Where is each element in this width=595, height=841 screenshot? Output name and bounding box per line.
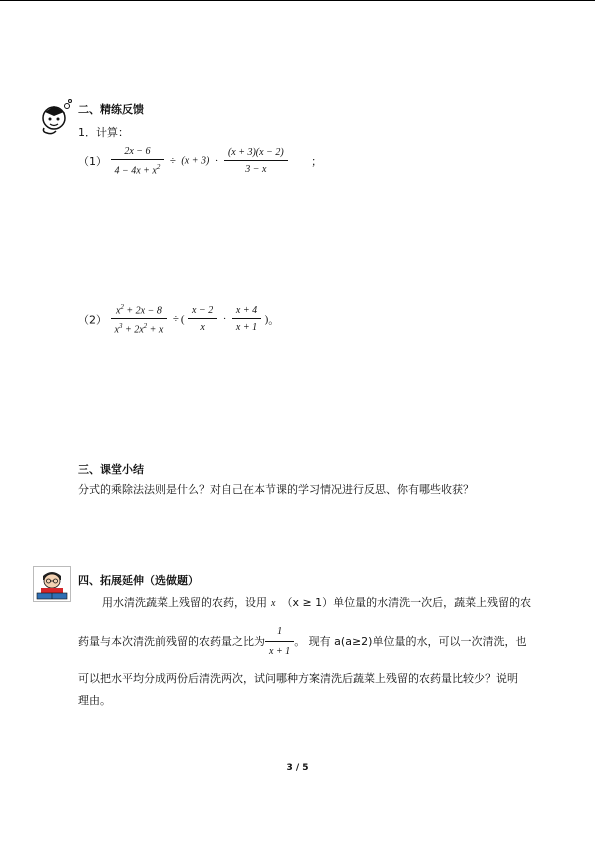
question1-label: 1．计算：	[78, 126, 129, 139]
problem1-fraction1: $\frac{2x - 6}{4 - 4x + x^2}$	[111, 146, 165, 176]
section3-text: 分式的乘除法法则是什么？对自己在本节课的学习情况进行反思、你有哪些收获？	[78, 483, 474, 496]
problem1-fraction2: $\frac{(x + 3)(x - 2)}{3 - x}$	[224, 147, 288, 175]
page-number: 3 / 5	[286, 763, 309, 773]
section4-line1: 用水清洗蔬菜上残留的农药，设用 x （x ≥ 1）单位量的水清洗一次后，蔬菜上残留的农	[102, 596, 532, 609]
problem2-fraction2: $\frac{x - 2}{x}$	[188, 305, 217, 333]
student-reading-icon	[33, 566, 71, 602]
section4-title: 四、拓展延伸（选做题）	[78, 574, 199, 587]
section3-title: 三、课堂小结	[78, 463, 144, 476]
section4-line2: 药量与本次清洗前残留的农药量之比为 $\frac{1}{x + 1}$ 。 现有 a(a≥2)单位量的水，可以一次清洗，也	[78, 626, 527, 657]
top-rule	[0, 0, 595, 1]
problem2-label: （2）	[78, 313, 107, 327]
problem2-fraction3: $\frac{x + 4}{x + 1}$	[232, 305, 261, 333]
problem1-expression: （1） $\frac{2x - 6}{4 - 4x + x^2}$ ÷ (x + 3) · $\frac{(x + 3)(x - 2)}{3 - x}$ ；	[78, 146, 323, 177]
section4-line4: 理由。	[78, 694, 111, 707]
section2-title: 二、精练反馈	[78, 103, 144, 116]
problem2-fraction1: $\frac{x^2 + 2x - 8}{x^3 + 2x^2 + x}$	[111, 303, 168, 336]
problem2-expression: （2） $\frac{x^2 + 2x - 8}{x^3 + 2x^2 + x}$ ÷ ( $\frac{x - 2}{x}$ · $\frac{x + 4}{x + 1}$ )。	[78, 303, 280, 336]
problem1-label: （1）	[78, 155, 107, 169]
student-thinking-icon	[38, 98, 74, 136]
ratio-fraction: $\frac{1}{x + 1}$	[265, 625, 294, 659]
section4-line3: 可以把水平均分成两份后清洗两次，试问哪种方案清洗后蔬菜上残留的农药量比较少？说明	[78, 672, 518, 685]
